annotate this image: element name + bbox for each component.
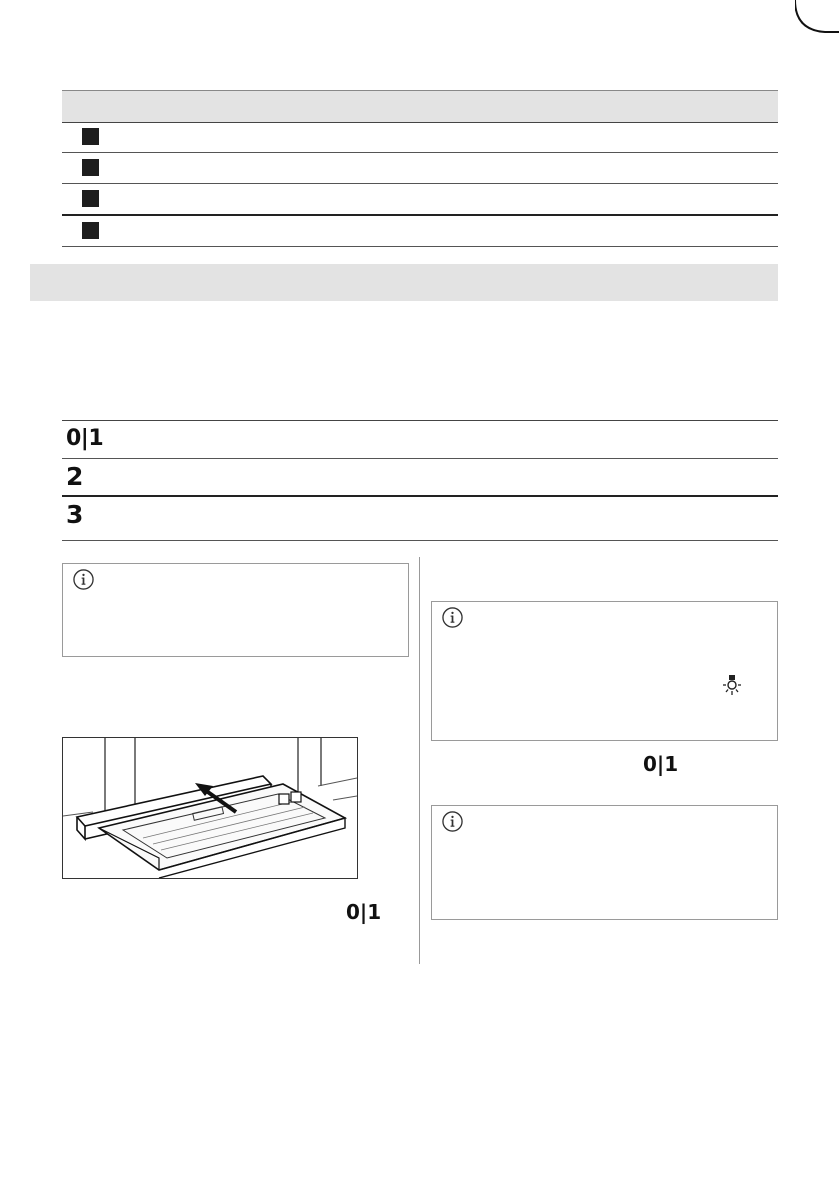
section-banner [30,264,778,301]
info-box [431,601,778,741]
square-marker-icon [82,222,99,239]
column-divider [419,557,420,964]
hood-drawing [63,738,357,878]
speed-2-symbol: 2 [66,462,83,491]
speed-3-symbol: 3 [66,500,83,529]
control-row [62,496,778,541]
table-row [62,215,778,247]
info-icon [442,607,463,628]
table-row [62,183,778,216]
table-row [62,152,778,184]
info-box [62,563,409,657]
crop-mark [795,0,839,36]
lamp-icon [721,674,743,698]
on-off-symbol-inline: 0|1 [346,900,382,924]
on-off-symbol-inline: 0|1 [643,752,679,776]
square-marker-icon [82,159,99,176]
control-row [62,459,778,497]
square-marker-icon [82,128,99,145]
table-row [62,121,778,153]
on-off-symbol: 0|1 [66,426,104,451]
info-icon [442,811,463,832]
info-icon [73,569,94,590]
info-box [431,805,778,920]
table-header [62,90,778,123]
hood-illustration [62,737,358,879]
control-row [62,420,778,459]
square-marker-icon [82,190,99,207]
